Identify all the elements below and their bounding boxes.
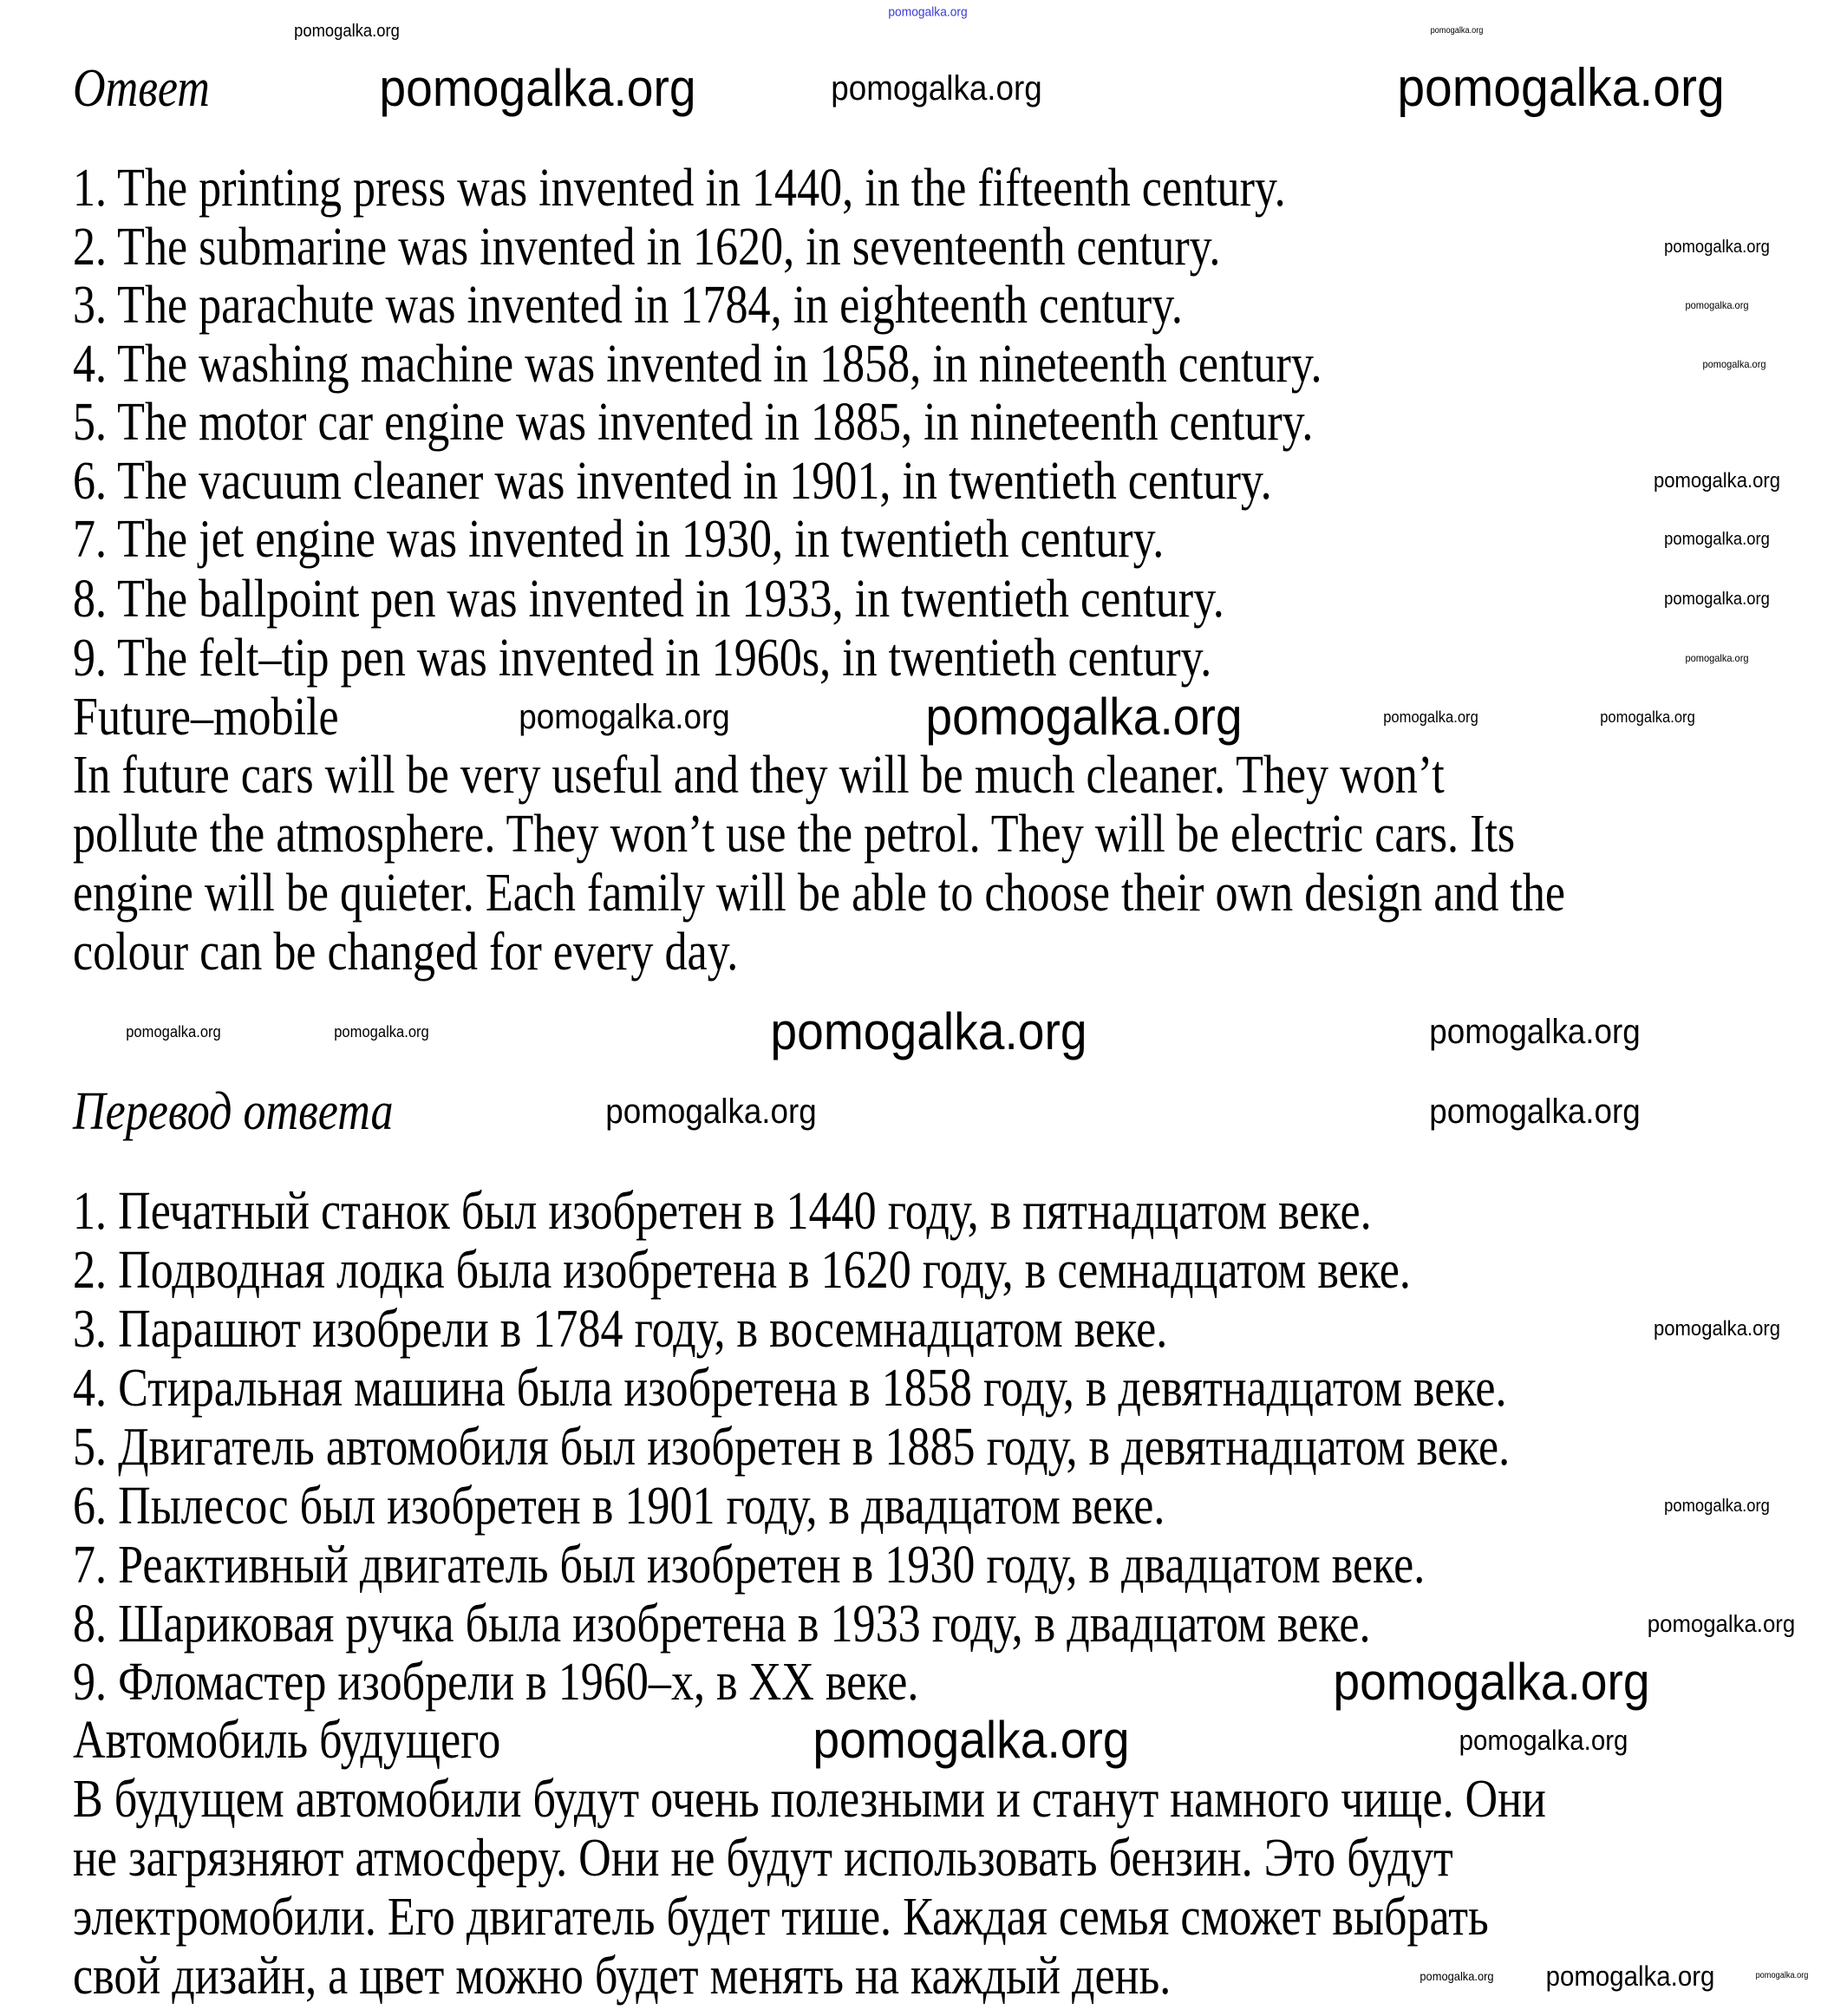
translation-item: 5. Двигатель автомобиля был изобретен в 1885 году, в девятнадцатом веке.: [73, 1418, 1511, 1477]
translation-item: 8. Шариковая ручка была изобретена в 1933 году, в двадцатом веке.: [73, 1595, 1371, 1654]
watermark: pomogalka.org: [519, 698, 730, 736]
watermark: pomogalka.org: [334, 1023, 429, 1041]
watermark: pomogalka.org: [813, 1711, 1130, 1769]
watermark: pomogalka.org: [1702, 358, 1766, 370]
watermark: pomogalka.org: [1653, 469, 1781, 493]
answer-subheading: Future–mobile: [73, 688, 339, 747]
translation-item: 2. Подводная лодка была изобретена в 1620 году, в семнадцатом веке.: [73, 1241, 1411, 1300]
watermark: pomogalka.org: [1685, 652, 1749, 664]
translation-item: 4. Стиральная машина была изобретена в 1858 году, в девятнадцатом веке.: [73, 1359, 1507, 1418]
translation-item: 1. Печатный станок был изобретен в 1440 году, в пятнадцатом веке.: [73, 1182, 1372, 1241]
answer-item: 5. The motor car engine was invented in 1885, in nineteenth century.: [73, 393, 1314, 452]
watermark: pomogalka.org: [1429, 1013, 1641, 1051]
translation-item: 3. Парашют изобрели в 1784 году, в восемнадцатом веке.: [73, 1300, 1168, 1359]
watermark: pomogalka.org: [1664, 590, 1770, 609]
answer-paragraph-line: engine will be quieter. Each family will be able to choose their own design and the: [73, 864, 1566, 923]
translation-heading: Перевод ответа: [73, 1082, 394, 1141]
watermark: pomogalka.org: [1647, 1610, 1796, 1637]
watermark: pomogalka.org: [294, 22, 400, 41]
translation-paragraph-line: не загрязняют атмосферу. Они не будут использовать бензин. Это будут: [73, 1829, 1453, 1888]
answer-heading: Ответ: [73, 59, 210, 118]
watermark: pomogalka.org: [1429, 1093, 1641, 1131]
watermark: pomogalka.org: [1664, 238, 1770, 257]
translation-paragraph-line: электромобили. Его двигатель будет тише. Каждая семья сможет выбрать: [73, 1888, 1489, 1947]
watermark: pomogalka.org: [1383, 708, 1478, 726]
answer-item: 9. The felt–tip pen was invented in 1960s, in twentieth century.: [73, 629, 1212, 688]
translation-item: 6. Пылесос был изобретен в 1901 году, в двадцатом веке.: [73, 1477, 1165, 1536]
answer-paragraph-line: In future cars will be very useful and they will be much cleaner. They won’t: [73, 746, 1445, 805]
watermark: pomogalka.org: [126, 1023, 221, 1041]
watermark: pomogalka.org: [925, 688, 1243, 746]
watermark: pomogalka.org: [888, 4, 968, 20]
watermark: pomogalka.org: [1685, 299, 1749, 311]
answer-item: 6. The vacuum cleaner was invented in 1901, in twentieth century.: [73, 452, 1272, 511]
answer-item: 2. The submarine was invented in 1620, in seventeenth century.: [73, 218, 1221, 277]
watermark: pomogalka.org: [1755, 1971, 1809, 1980]
watermark: pomogalka.org: [1664, 530, 1770, 549]
watermark: pomogalka.org: [1420, 1969, 1494, 1983]
watermark: pomogalka.org: [1600, 708, 1695, 726]
answer-item: 1. The printing press was invented in 1440, in the fifteenth century.: [73, 159, 1286, 218]
answer-item: 3. The parachute was invented in 1784, in eighteenth century.: [73, 276, 1183, 335]
answer-item: 4. The washing machine was invented in 1858, in nineteenth century.: [73, 335, 1322, 394]
answer-item: 8. The ballpoint pen was invented in 1933, in twentieth century.: [73, 570, 1224, 629]
translation-item: 7. Реактивный двигатель был изобретен в 1930 году, в двадцатом веке.: [73, 1536, 1426, 1595]
translation-item: 9. Фломастер изобрели в 1960–х, в XX веке.: [73, 1653, 919, 1712]
watermark: pomogalka.org: [605, 1093, 817, 1131]
watermark: pomogalka.org: [379, 59, 696, 117]
watermark: pomogalka.org: [1664, 1497, 1770, 1516]
answer-paragraph-line: colour can be changed for every day.: [73, 923, 739, 982]
watermark: pomogalka.org: [1459, 1725, 1628, 1756]
watermark: pomogalka.org: [770, 1002, 1087, 1060]
watermark: pomogalka.org: [831, 69, 1042, 108]
watermark: pomogalka.org: [1430, 26, 1484, 36]
translation-subheading: Автомобиль будущего: [73, 1711, 501, 1770]
translation-paragraph-line: свой дизайн, а цвет можно будет менять на каждый день.: [73, 1947, 1172, 2006]
answer-item: 7. The jet engine was invented in 1930, in twentieth century.: [73, 510, 1165, 569]
watermark: pomogalka.org: [1545, 1961, 1715, 1992]
watermark: pomogalka.org: [1333, 1653, 1650, 1711]
answer-paragraph-line: pollute the atmosphere. They won’t use the petrol. They will be electric cars. Its: [73, 805, 1516, 864]
watermark: pomogalka.org: [1397, 58, 1725, 118]
watermark: pomogalka.org: [1653, 1317, 1781, 1341]
translation-paragraph-line: В будущем автомобили будут очень полезными и станут намного чище. Они: [73, 1770, 1546, 1829]
